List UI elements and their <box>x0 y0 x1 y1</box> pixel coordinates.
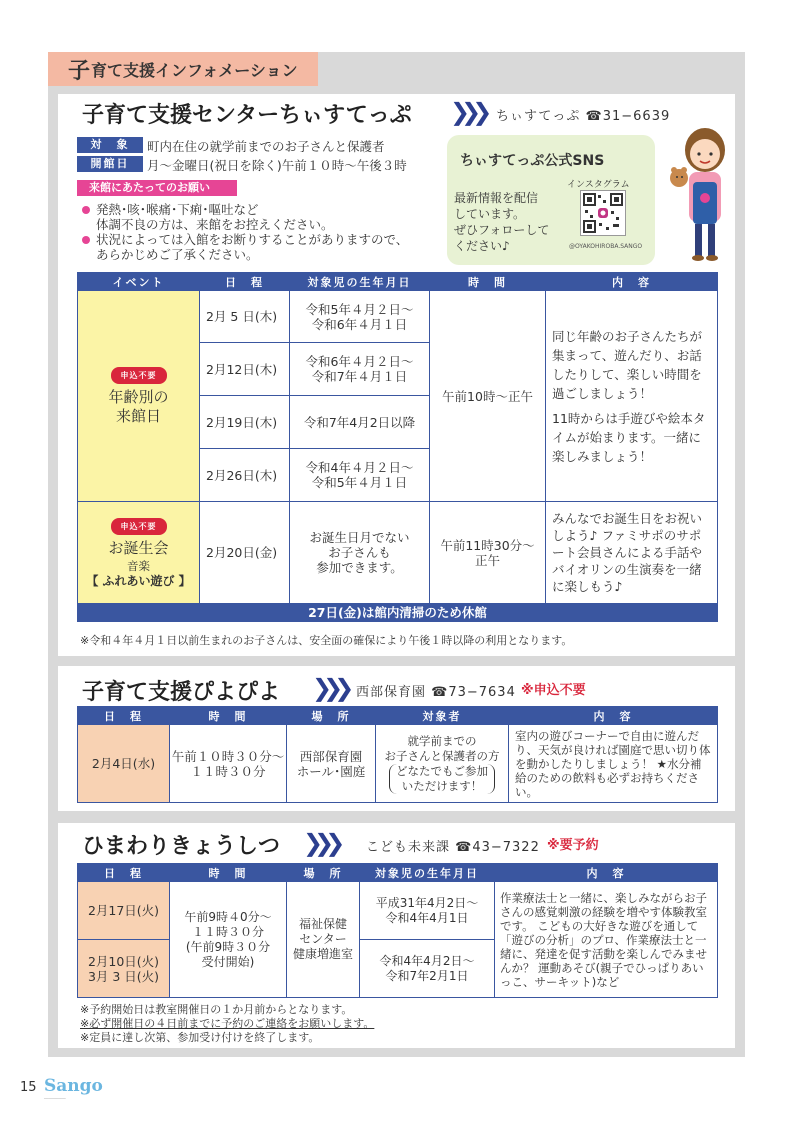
birth-line2: 令和5年４月１日 <box>311 475 408 490</box>
event2-time-2: 正午 <box>474 552 500 568</box>
himawari-foot-2: ※必ず開催日の４日前までに予約のご連絡をお願いします。 <box>80 1017 375 1030</box>
header-target: 対象者 <box>376 707 509 725</box>
piyopiyo-place <box>287 725 376 803</box>
himawari-birth2 <box>360 940 495 998</box>
bullet-dot-icon <box>82 236 90 244</box>
himawari-birth1-2: 令和4年4月1日 <box>385 910 469 925</box>
chevron-icon: ❯❯❯ <box>303 829 337 857</box>
category-tab <box>48 52 318 86</box>
header-content: 内 容 <box>495 864 718 882</box>
birth-line2: 令和6年４月１日 <box>311 316 408 332</box>
himawari-date2a: 2月10日(火) <box>87 953 160 969</box>
closed-notice: 27日(金)は館内清掃のため休館 <box>78 604 718 622</box>
open-label: 開館日 <box>77 156 143 172</box>
piyopiyo-target-4: いただけます！ <box>401 778 483 793</box>
header-date: 日 程 <box>78 707 170 725</box>
birth-line2: 令和7年４月１日 <box>311 369 408 384</box>
bullet-1 <box>82 202 408 262</box>
event1-date: 2月26日(木) <box>200 449 290 502</box>
himawari-time <box>170 882 287 998</box>
piyopiyo-content: 室内の遊びコーナーで自由に遊んだり、天気が良ければ園庭で思い切り体を動かしたりしましょう！ ★水分補給のための飲料も必ずお持ちください。 <box>509 725 718 803</box>
piyopiyo-contact: 西部保育園 ☎73−7634 <box>356 685 516 700</box>
sns-instagram-label: インスタグラム <box>567 180 630 190</box>
event1-content <box>546 291 718 502</box>
piyopiyo-time <box>170 725 287 803</box>
piyopiyo-place-1: 西部保育園 <box>299 748 363 764</box>
event1-birth <box>290 291 430 343</box>
event1-name-1: 年齢別の <box>108 388 169 406</box>
header-time: 時 間 <box>170 864 287 882</box>
himawari-contact: こども未来課 ☎43−7322 <box>366 840 540 855</box>
target-text: 町内在住の就学前までのお子さんと保護者 <box>147 139 385 154</box>
himawari-note: ※要予約 <box>547 838 599 853</box>
himawari-time-1: 午前9時４0分～ <box>184 909 272 924</box>
table-row <box>78 502 718 604</box>
piyopiyo-date: 2月4日(水) <box>78 725 170 803</box>
event1-date: 2月 5 日(木) <box>200 291 290 343</box>
category-first-char: 子 <box>68 58 91 84</box>
event2-birth <box>290 502 430 604</box>
event1-content-2: 11時からは手遊びや絵本タイムが始まります。一緒に楽しみましょう！ <box>552 410 706 464</box>
himawari-foot-1: ※予約開始日は教室開催日の１か月前からとなります。 <box>80 1003 353 1016</box>
chevron-icon: ❯❯❯ <box>312 674 346 702</box>
event2-time <box>430 502 546 604</box>
himawari-foot-3: ※定員に達し次第、参加受け付けを終了します。 <box>80 1031 320 1044</box>
piyopiyo-time-2: １１時３０分 <box>190 763 266 779</box>
event2-sub1: 音楽 <box>127 558 150 573</box>
sns-body-2: しています。 <box>454 207 526 221</box>
birth-line1: 令和6年４月２日～ <box>305 354 414 369</box>
himawari-place <box>287 882 360 998</box>
center-footnote: ※令和４年４月１日以前生まれのお子さんは、安全面の確保により午後１時以降の利用となります。 <box>80 634 573 647</box>
himawari-birth1-1: 平成31年4月2日～ <box>375 895 479 910</box>
himawari-date2 <box>78 940 170 998</box>
himawari-date2b: 3月 3 日(火) <box>87 968 160 984</box>
event2-date: 2月20日(金) <box>200 502 290 604</box>
header-time: 時 間 <box>430 273 546 291</box>
event2-sub2: 【 ふれあい遊び 】 <box>86 573 191 588</box>
piyopiyo-time-1: 午前１０時３０分～ <box>171 748 285 764</box>
logo-decoration: ───────── <box>44 1096 66 1101</box>
event2-time-1: 午前11時30分～ <box>440 537 535 553</box>
himawari-time-4: 受付開始) <box>201 954 255 969</box>
himawari-place-1: 福祉保健 <box>298 917 347 931</box>
bullet-1-line1: 発熱･咳･喉痛･下痢･嘔吐など <box>96 202 259 217</box>
piyopiyo-target <box>376 725 509 803</box>
category-rest: 育て支援インフォメーション <box>91 60 298 80</box>
birth-line1: 令和5年４月２日～ <box>305 301 414 317</box>
table-row <box>78 291 718 343</box>
himawari-place-2: センター <box>299 932 347 946</box>
qr-code-icon[interactable] <box>580 190 626 236</box>
event2-name: お誕生会 <box>108 538 169 557</box>
himawari-footnotes <box>80 1003 374 1045</box>
event2-birth-3: 参加できます。 <box>316 560 403 575</box>
bullet-2-line2: あらかじめご了承ください。 <box>96 247 259 262</box>
event1-cell <box>78 291 200 502</box>
bullet-1-line2: 体調不良の方は、来館をお控えください。 <box>96 217 334 232</box>
event2-birth-1: お誕生日月でない <box>309 530 410 545</box>
event2-birth-2: お子さんも <box>328 545 391 560</box>
sns-handle: @OYAKOHIROBA.SANGO <box>569 243 643 250</box>
table-row <box>78 882 718 940</box>
no-application-badge: 申込不要 <box>111 518 167 535</box>
staff-mascot-illustration <box>665 120 740 265</box>
bullet-2-line1: 状況によっては入館をお断りすることがありますので、 <box>96 232 409 247</box>
event1-birth <box>290 449 430 502</box>
event1-date: 2月19日(木) <box>200 396 290 449</box>
piyopiyo-target-1: 就学前までの <box>407 733 477 748</box>
bullet-dot-icon <box>82 206 90 214</box>
himawari-content: 作業療法士と一緒に、楽しみながらお子さんの感覚刺激の経験を増やす体験教室です。 こどもの大好きな遊びを通して「遊びの分析」のプロ、作業療法士と一緒に、発達を促す活動を楽しんでみませんか？ 運動あそび(親子でひっぱりあいっこ、サーキット)など <box>495 882 718 998</box>
himawari-place-3: 健康増進室 <box>292 947 353 961</box>
event1-birth: 令和7年4月2日以降 <box>290 396 430 449</box>
event1-name-2: 来館日 <box>115 407 161 425</box>
table-row <box>78 725 718 803</box>
header-place: 場 所 <box>287 864 360 882</box>
himawari-date1: 2月17日(火) <box>78 882 170 940</box>
center-table <box>77 272 718 622</box>
header-event: イベント <box>78 273 200 291</box>
himawari-table <box>77 863 718 998</box>
birth-line1: 令和4年４月２日～ <box>305 460 414 475</box>
himawari-title: ひまわりきょうしつ <box>82 834 281 859</box>
header-content: 内 容 <box>509 707 718 725</box>
target-label: 対 象 <box>77 137 143 153</box>
table-header-row <box>78 273 718 291</box>
table-header-row <box>78 864 718 882</box>
header-date: 日 程 <box>200 273 290 291</box>
table-row <box>78 604 718 622</box>
sns-body-3: ぜひフォローして <box>454 223 550 237</box>
sns-body <box>454 190 549 254</box>
header-date: 日 程 <box>78 864 170 882</box>
header-birth: 対象児の生年月日 <box>360 864 495 882</box>
table-header-row <box>78 707 718 725</box>
sns-title: ちぃすてっぷ公式SNS <box>460 153 605 169</box>
sango-logo: Sango <box>44 1076 103 1096</box>
header-birth: 対象児の生年月日 <box>290 273 430 291</box>
header-content: 内 容 <box>546 273 718 291</box>
page-number: 15 <box>20 1080 37 1095</box>
himawari-birth2-2: 令和7年2月1日 <box>385 968 469 983</box>
event1-content-1: 同じ年齢のお子さんたちが集まって、遊んだり、お話したりして、楽しい時間を過ごしましょう！ <box>552 328 703 401</box>
header-place: 場 所 <box>287 707 376 725</box>
sns-body-1: 最新情報を配信 <box>454 191 539 205</box>
piyopiyo-table <box>77 706 718 803</box>
center-contact: ちぃすてっぷ ☎31−6639 <box>496 109 671 124</box>
open-text: 月～金曜日(祝日を除く)午前１０時～午後３時 <box>147 158 407 173</box>
piyopiyo-target-2: お子さんと保護者の方 <box>384 748 500 763</box>
himawari-time-3: (午前9時３０分 <box>185 939 271 954</box>
event2-cell <box>78 502 200 604</box>
sns-body-4: ください♪ <box>454 239 510 253</box>
center-title: 子育て支援センターちぃすてっぷ <box>82 103 412 128</box>
request-label: 来館にあたってのお願い <box>77 180 237 196</box>
chevron-icon: ❯❯❯ <box>450 98 484 126</box>
himawari-time-2: １１時３０分 <box>191 924 264 939</box>
header-time: 時 間 <box>170 707 287 725</box>
piyopiyo-place-2: ホール･園庭 <box>296 763 366 779</box>
piyopiyo-note: ※申込不要 <box>521 683 586 698</box>
event1-date: 2月12日(木) <box>200 343 290 396</box>
himawari-birth1 <box>360 882 495 940</box>
piyopiyo-target-3: どなたでもご参加 <box>396 763 488 778</box>
event2-content: みんなでお誕生日をお祝いしよう♪ ファミサポのサポート会員さんによる手話やバイオリンの生演奏を一緒に楽しもう♪ <box>546 502 718 604</box>
piyopiyo-title: 子育て支援ぴよぴよ <box>82 680 281 705</box>
event1-birth <box>290 343 430 396</box>
event1-time: 午前10時～正午 <box>430 291 546 502</box>
himawari-birth2-1: 令和4年4月2日～ <box>379 953 475 968</box>
no-application-badge: 申込不要 <box>111 367 167 384</box>
